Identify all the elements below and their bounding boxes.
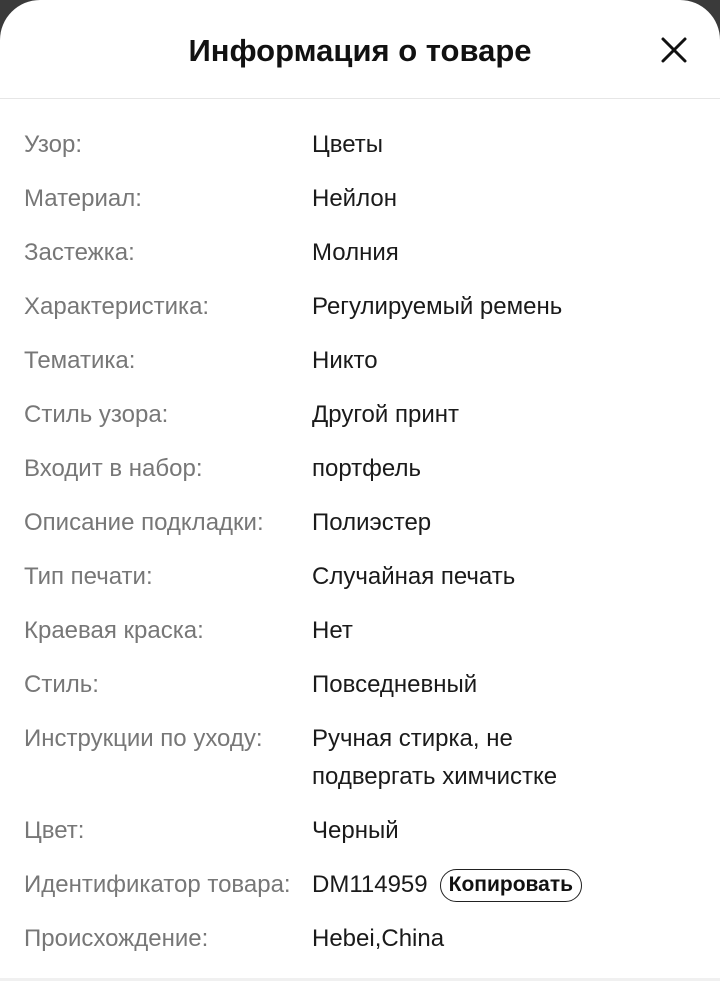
spec-value: Другой принт <box>312 401 459 428</box>
spec-row-theme <box>0 342 720 396</box>
spec-row-origin <box>0 920 720 974</box>
spec-label: Характеристика: <box>24 293 210 320</box>
spec-value: Цветы <box>312 131 384 158</box>
spec-value-container <box>312 866 672 904</box>
spec-value: Полиэстер <box>312 509 432 536</box>
spec-value: Hebei,China <box>312 925 445 952</box>
spec-label: Цвет: <box>24 817 85 844</box>
spec-label: Застежка: <box>24 239 135 266</box>
spec-row-feature <box>0 288 720 342</box>
page-title: Информация о товаре <box>188 33 532 68</box>
spec-row-edge-paint <box>0 612 720 666</box>
spec-row-pattern-style <box>0 396 720 450</box>
spec-label: Инструкции по уходу: <box>24 725 263 752</box>
product-id-value: DM114959 <box>312 871 428 898</box>
spec-label: Тематика: <box>24 347 136 374</box>
close-icon <box>658 34 690 66</box>
spec-row-included <box>0 450 720 504</box>
spec-value: портфель <box>312 455 421 482</box>
close-button[interactable] <box>658 34 690 66</box>
spec-row-pattern <box>0 126 720 180</box>
spec-value: Никто <box>312 347 378 374</box>
spec-row-print-type <box>0 558 720 612</box>
spec-label: Материал: <box>24 185 142 212</box>
spec-label: Идентификатор товара: <box>24 871 291 898</box>
spec-value: Регулируемый ремень <box>312 293 563 320</box>
spec-label: Стиль узора: <box>24 401 169 428</box>
spec-row-care <box>0 720 720 812</box>
spec-value: Случайная печать <box>312 563 516 590</box>
spec-row-closure <box>0 234 720 288</box>
spec-label: Описание подкладки: <box>24 509 264 536</box>
spec-value: Черный <box>312 817 399 844</box>
spec-label: Тип печати: <box>24 563 153 590</box>
spec-row-style <box>0 666 720 720</box>
spec-value <box>312 720 672 796</box>
spec-value-line: Ручная стирка, не <box>312 725 513 752</box>
spec-value: Нет <box>312 617 353 644</box>
spec-value: Молния <box>312 239 399 266</box>
spec-list <box>0 126 720 974</box>
spec-row-product-id <box>0 866 720 920</box>
spec-value: Нейлон <box>312 185 397 212</box>
spec-label: Краевая краска: <box>24 617 204 644</box>
spec-row-color <box>0 812 720 866</box>
spec-label: Узор: <box>24 131 82 158</box>
spec-label: Стиль: <box>24 671 99 698</box>
spec-label: Входит в набор: <box>24 455 203 482</box>
spec-value-line: подвергать химчистке <box>312 763 558 790</box>
spec-row-material <box>0 180 720 234</box>
spec-label: Происхождение: <box>24 925 209 952</box>
spec-row-lining <box>0 504 720 558</box>
spec-value: Повседневный <box>312 671 478 698</box>
sheet-header <box>0 0 720 99</box>
copy-button[interactable]: Копировать <box>440 869 582 902</box>
